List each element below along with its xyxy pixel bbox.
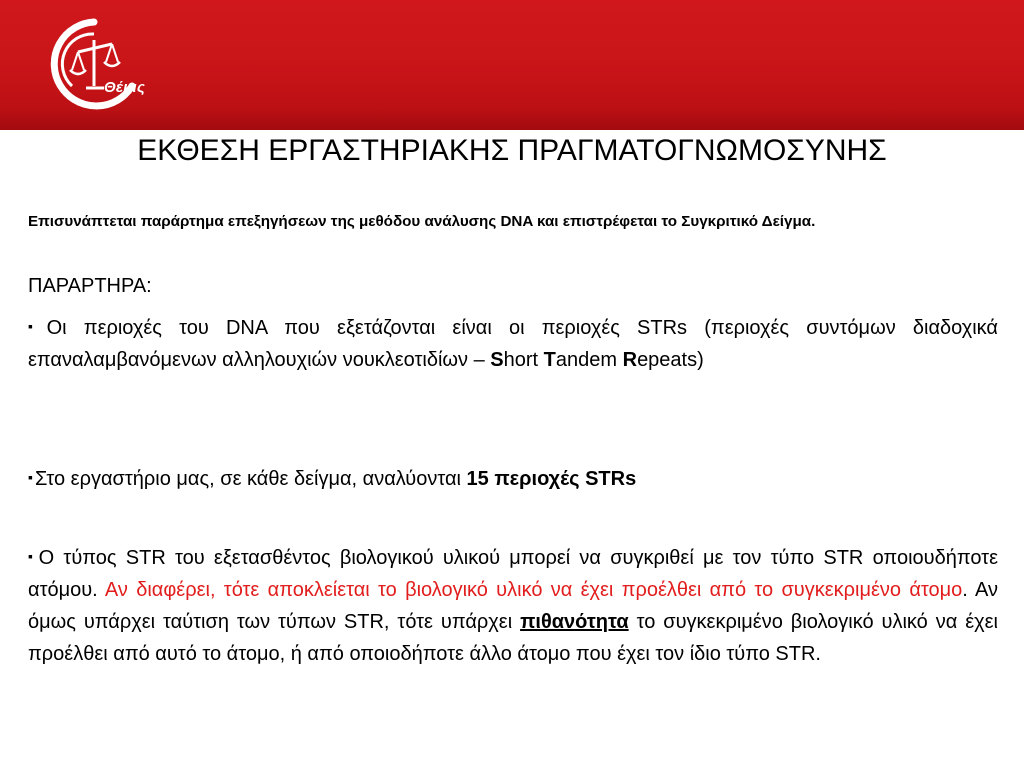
bullet-paragraph-lab bbox=[28, 461, 998, 495]
p3-text-a: Ο τύπος STR του εξετασθέντος βιολογικού υλικού μπορεί να συγκριθεί με τον τύπο STR οποιουδήποτε ατόμου. bbox=[28, 547, 998, 601]
p1-t-bold: T bbox=[543, 349, 556, 371]
p1-r-rest: epeats) bbox=[637, 349, 704, 371]
appendix-heading: ΠΑΡΑΡΤΗΡΑ: bbox=[28, 275, 152, 297]
bullet-icon: ▪ bbox=[28, 469, 33, 485]
p1-r-bold: R bbox=[622, 349, 638, 371]
p3-text-b: . Αν όμως υπάρχει ταύτιση των τύπων STR, τότε υπάρχει bbox=[28, 579, 998, 633]
page-title: ΕΚΘΕΣΗ ΕΡΓΑΣΤΗΡΙΑΚΗΣ ΠΡΑΓΜΑΤΟΓΝΩΜΟΣΥΝΗΣ bbox=[137, 134, 887, 167]
p1-t-rest: andem bbox=[555, 349, 623, 371]
p1-s-rest: hort bbox=[503, 349, 544, 371]
p3-text-c: το συγκεκριμένο βιολογικό υλικό να έχει προέλθει από αυτό το άτομο, ή από οποιοδήποτε άλλο άτομο που έχει τον ίδιο τύπο STR. bbox=[28, 611, 998, 665]
intro-paragraph: Επισυνάπτεται παράρτημα επεξηγήσεων της μεθόδου ανάλυσης DNA και επιστρέφεται το Συγκριτικό Δείγμα. bbox=[28, 213, 816, 230]
bullet-paragraph-strs bbox=[28, 310, 998, 376]
bullet-icon: ▪ bbox=[28, 318, 45, 334]
p1-text: Οι περιοχές του DNA που εξετάζονται είναι οι περιοχές STRs (περιοχές συντόμων διαδοχικά επαναλαμβανόμενων αλληλουχιών νουκλεοτιδίων – bbox=[28, 317, 998, 371]
bullet-icon: ▪ bbox=[28, 548, 37, 564]
p2-bold: 15 περιοχές STRs bbox=[466, 468, 637, 490]
bullet-paragraph-comparison bbox=[28, 540, 998, 670]
themis-logo bbox=[42, 18, 170, 122]
logo-wordmark: Θέμις bbox=[104, 79, 146, 96]
p3-underlined: πιθανότητα bbox=[520, 611, 629, 633]
p3-red-text: Αν διαφέρει, τότε αποκλείεται το βιολογικό υλικό να έχει προέλθει από το συγκεκριμένο άτομο bbox=[104, 579, 963, 601]
p2-text: Στο εργαστήριο μας, σε κάθε δείγμα, αναλύονται bbox=[34, 468, 467, 490]
p1-s-bold: S bbox=[490, 349, 504, 371]
